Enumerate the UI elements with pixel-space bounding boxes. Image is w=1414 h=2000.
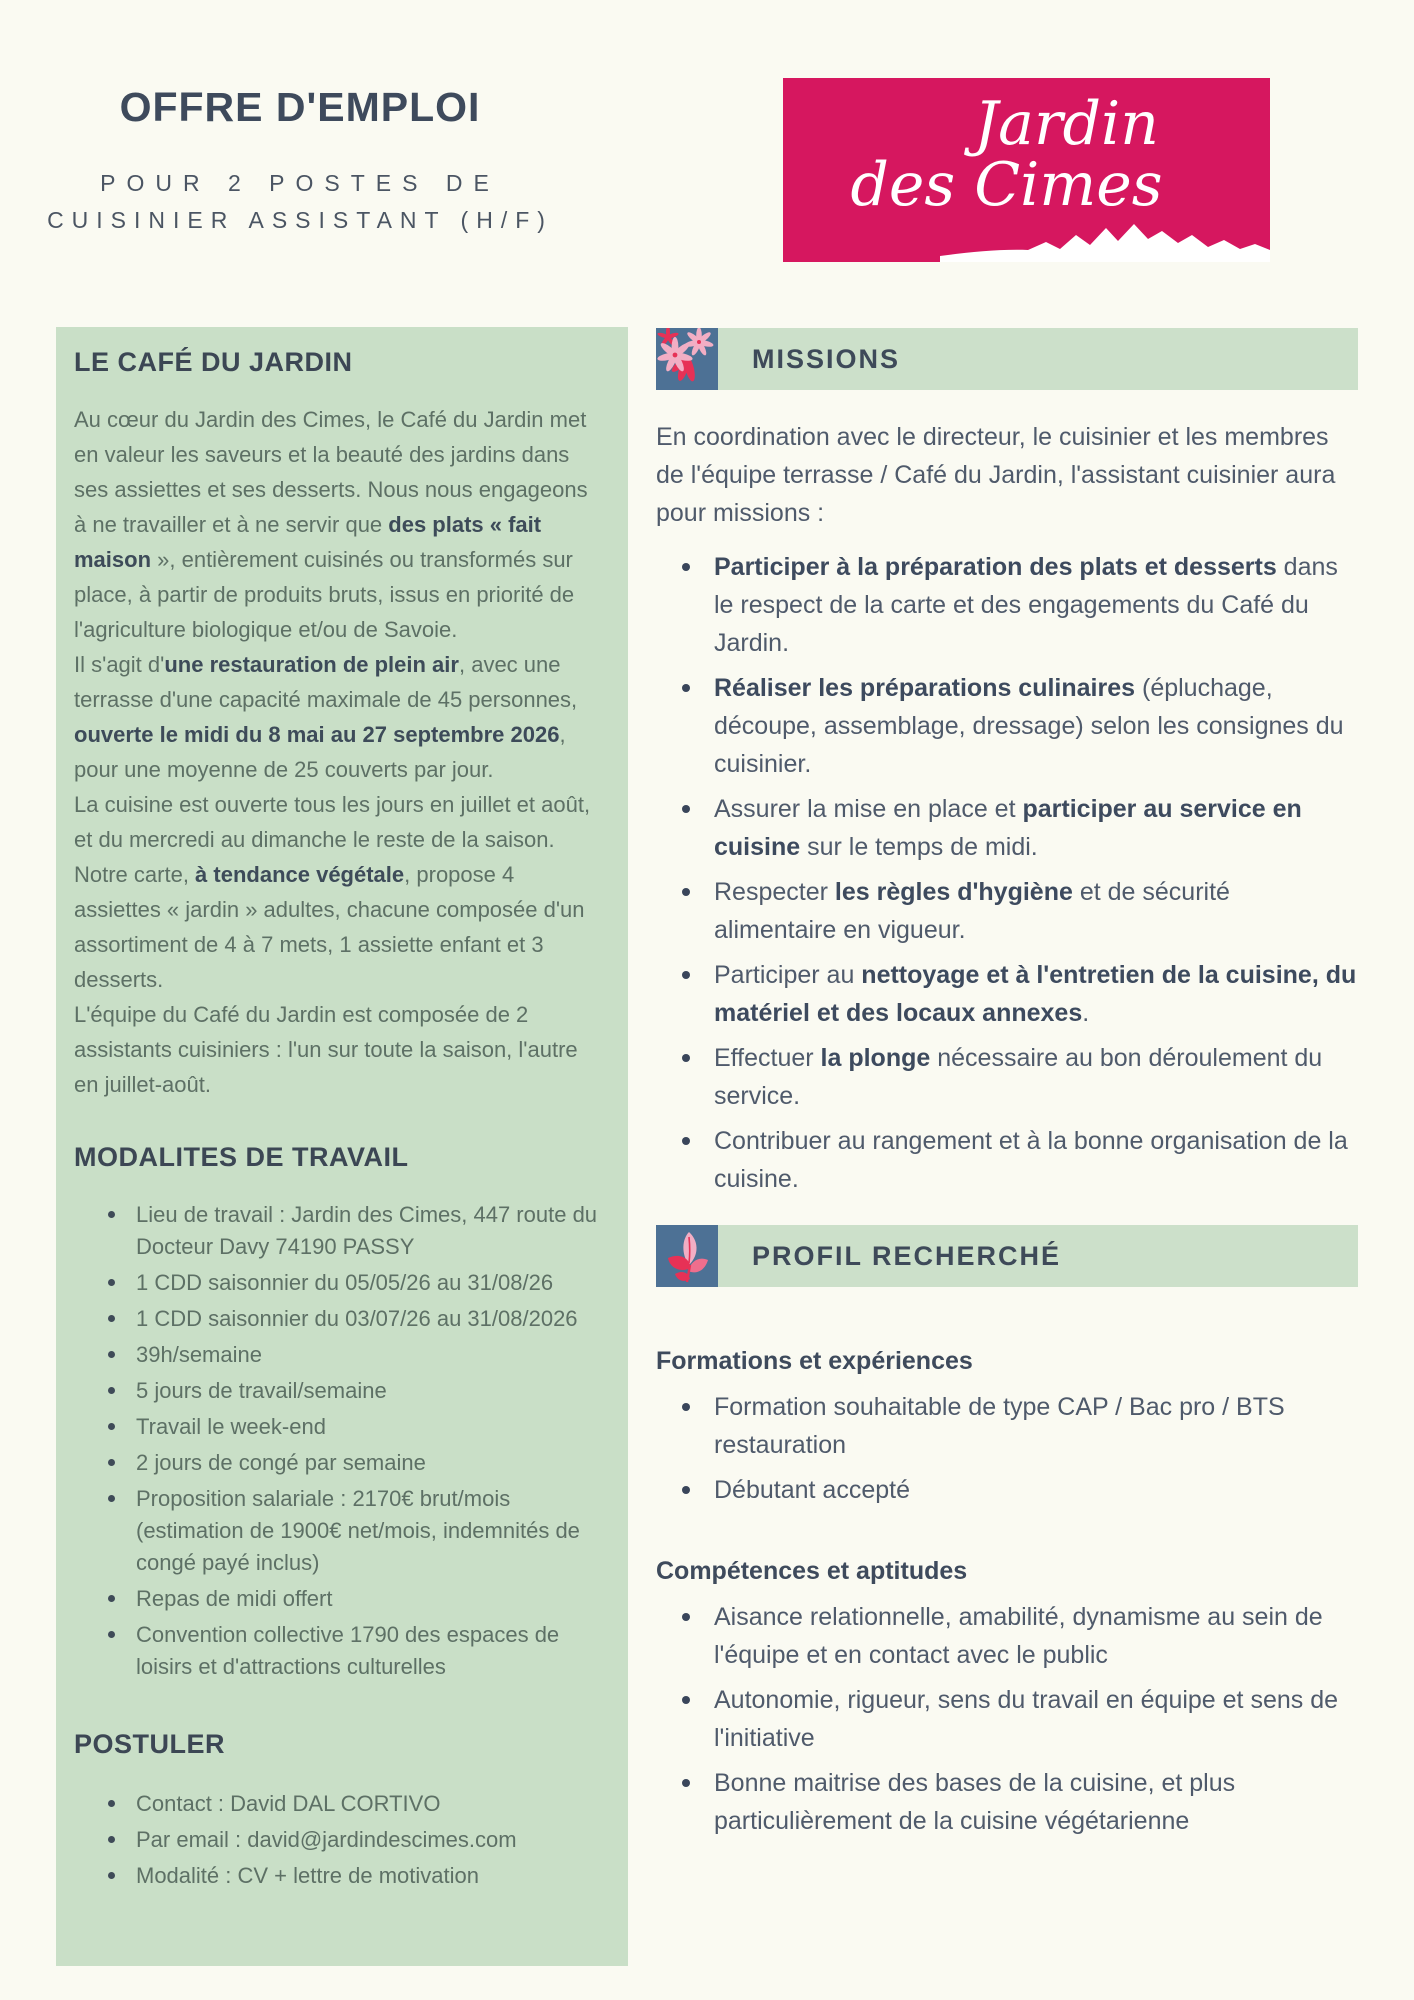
list-item: Modalité : CV + lettre de motivation: [106, 1860, 602, 1892]
list-item: Assurer la mise en place et participer au service en cuisine sur le temps de midi.: [682, 790, 1358, 866]
list-item: Effectuer la plonge nécessaire au bon déroulement du service.: [682, 1039, 1358, 1115]
missions-section: [656, 328, 1358, 1205]
logo-text-line-2: des Cimes: [850, 150, 1163, 221]
missions-list: [656, 548, 1358, 1198]
list-item: Débutant accepté: [682, 1471, 1358, 1509]
missions-intro: En coordination avec le directeur, le cuisinier et les membres de l'équipe terrasse / Café du Jardin, l'assistant cuisinier aura pour missions :: [656, 423, 1336, 527]
paragraph: La cuisine est ouverte tous les jours en juillet et août, et du mercredi au dimanche le reste de la saison.: [74, 792, 591, 852]
missions-title: MISSIONS: [718, 328, 1358, 390]
postuler-list: [74, 1788, 602, 1892]
cafe-section-heading: LE CAFÉ DU JARDIN: [74, 347, 353, 377]
list-item: Contribuer au rangement et à la bonne organisation de la cuisine.: [682, 1122, 1358, 1198]
list-item: Contact : David DAL CORTIVO: [106, 1788, 602, 1820]
header-block: [26, 84, 574, 239]
list-item: Proposition salariale : 2170€ brut/mois (estimation de 1900€ net/mois, indemnités de congé payé inclus): [106, 1483, 602, 1579]
list-item: Lieu de travail : Jardin des Cimes, 447 route du Docteur Davy 74190 PASSY: [106, 1199, 602, 1263]
flowers-icon: [656, 328, 718, 390]
modalites-section-heading: MODALITES DE TRAVAIL: [74, 1142, 409, 1172]
subtitle-line-1: POUR 2 POSTES DE: [100, 170, 500, 196]
cafe-du-jardin-section: [74, 347, 602, 1102]
list-item: Repas de midi offert: [106, 1583, 602, 1615]
competences-heading: Compétences et aptitudes: [656, 1557, 968, 1585]
list-item: Autonomie, rigueur, sens du travail en équipe et sens de l'initiative: [682, 1681, 1358, 1757]
list-item: 2 jours de congé par semaine: [106, 1447, 602, 1479]
list-item: Réaliser les préparations culinaires (épluchage, découpe, assemblage, dressage) selon les consignes du cuisinier.: [682, 669, 1358, 783]
paragraph: L'équipe du Café du Jardin est composée de 2 assistants cuisiniers : l'un sur toute la saison, l'autre en juillet-août.: [74, 1002, 578, 1097]
left-panel: [56, 327, 628, 1966]
missions-header-bar: [656, 328, 1358, 390]
subtitle-line-2: CUISINIER ASSISTANT (H/F): [47, 206, 553, 233]
cafe-description: [74, 402, 602, 1102]
list-item: Participer au nettoyage et à l'entretien de la cuisine, du matériel et des locaux annexes.: [682, 956, 1358, 1032]
list-item: 39h/semaine: [106, 1339, 602, 1371]
logo-text-line-1: Jardin: [974, 89, 1159, 159]
list-item: 1 CDD saisonnier du 03/07/26 au 31/08/2026: [106, 1303, 602, 1335]
list-item: 5 jours de travail/semaine: [106, 1375, 602, 1407]
modalites-list: [74, 1199, 602, 1683]
list-item: Formation souhaitable de type CAP / Bac pro / BTS restauration: [682, 1388, 1358, 1464]
list-item: 1 CDD saisonnier du 05/05/26 au 31/08/26: [106, 1267, 602, 1299]
formations-heading: Formations et expériences: [656, 1347, 973, 1375]
list-item: Par email : david@jardindescimes.com: [106, 1824, 602, 1856]
paragraph: Notre carte, à tendance végétale, propose 4 assiettes « jardin » adultes, chacune composée d'un assortiment de 4 à 7 mets, 1 assiette enfant et 3 desserts.: [74, 862, 585, 992]
profil-title: PROFIL RECHERCHÉ: [718, 1225, 1358, 1287]
list-item: Travail le week-end: [106, 1411, 602, 1443]
plant-icon: [656, 1225, 718, 1287]
postuler-section-heading: POSTULER: [74, 1729, 226, 1759]
jardin-des-cimes-logo: [783, 78, 1270, 262]
page-title: OFFRE D'EMPLOI: [119, 84, 481, 130]
list-item: Aisance relationnelle, amabilité, dynamisme au sein de l'équipe et en contact avec le public: [682, 1598, 1358, 1674]
mountain-silhouette-icon: [940, 220, 1270, 262]
list-item: Participer à la préparation des plats et desserts dans le respect de la carte et des engagements du Café du Jardin.: [682, 548, 1358, 662]
profil-header-bar: [656, 1225, 1358, 1287]
competences-list: [656, 1598, 1358, 1840]
list-item: Bonne maitrise des bases de la cuisine, et plus particulièrement de la cuisine végétarienne: [682, 1764, 1358, 1840]
list-item: Respecter les règles d'hygiène et de sécurité alimentaire en vigueur.: [682, 873, 1358, 949]
profil-section: [656, 1225, 1358, 1847]
formations-list: [656, 1388, 1358, 1509]
list-item: Convention collective 1790 des espaces de loisirs et d'attractions culturelles: [106, 1619, 602, 1683]
paragraph: Au cœur du Jardin des Cimes, le Café du Jardin met en valeur les saveurs et la beauté des jardins dans ses assiettes et ses desserts. Nous nous engageons à ne travailler et à ne servir que des plats « fait maison », entièrement cuisinés ou transformés sur place, à partir de produits bruts, issus en priorité de l'agriculture biologique et/ou de Savoie.: [74, 407, 588, 642]
paragraph: Il s'agit d'une restauration de plein air, avec une terrasse d'une capacité maximale de 45 personnes, ouverte le midi du 8 mai au 27 septembre 2026, pour une moyenne de 25 couverts par jour.: [74, 652, 578, 782]
postuler-section: [74, 1729, 602, 1892]
modalites-section: [74, 1142, 602, 1683]
